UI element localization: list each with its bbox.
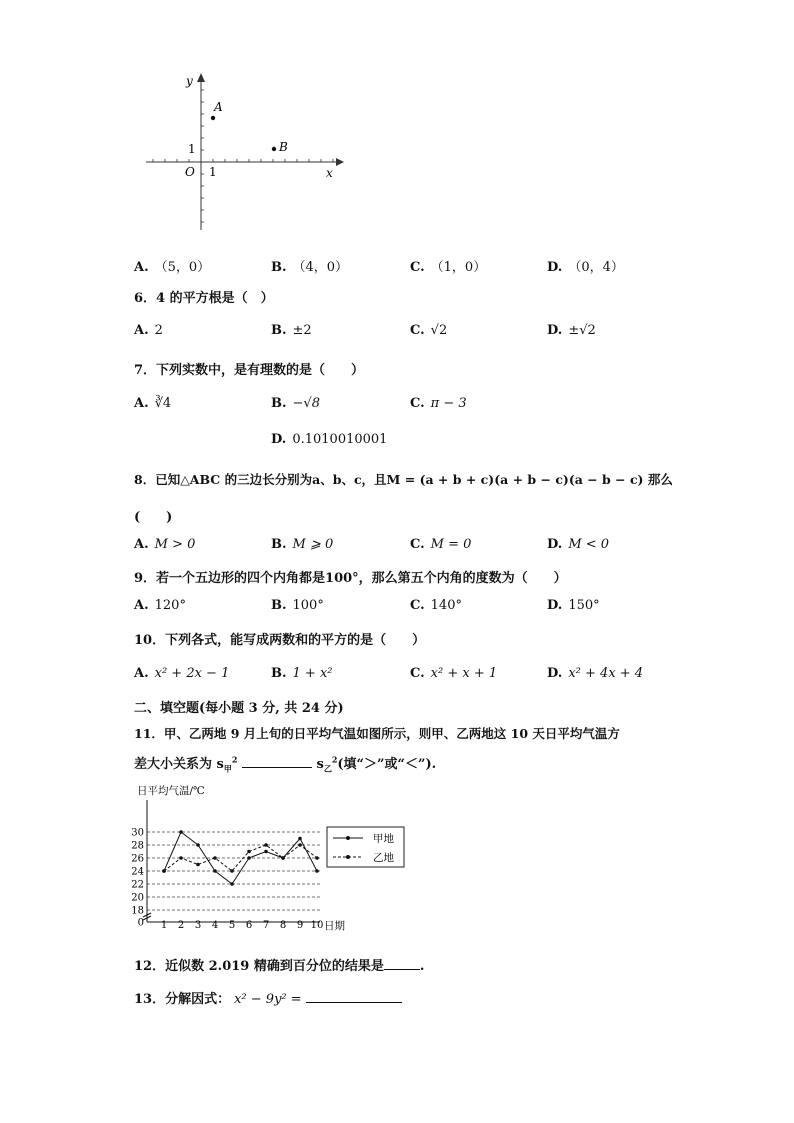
- option-label: B.: [271, 537, 287, 552]
- q12-text: 12．近似数 2.019 精确到百分位的结果是: [134, 959, 384, 974]
- coordinate-figure: [140, 70, 350, 235]
- q12-answer-blank[interactable]: [384, 957, 420, 970]
- chart-ylabel: 日平均气温/℃: [137, 785, 205, 797]
- x-tick-label: 8: [279, 920, 287, 931]
- q11-sup-2: 2: [331, 754, 338, 765]
- option-text: 150°: [568, 598, 600, 613]
- q8-option-a: [134, 537, 195, 552]
- q8-stem: 8．已知△ABC 的三边长分别为a、b、c，且M = (a + b + c)(a + b − c)(a − b − c) 那么: [134, 472, 673, 487]
- x-tick-label: 5: [228, 920, 236, 931]
- origin-label: O: [185, 165, 195, 179]
- x-tick-label: 9: [296, 920, 304, 931]
- q6-option-d: [547, 323, 596, 338]
- data-point-jia: [179, 830, 183, 834]
- option-text: √2: [430, 323, 448, 338]
- x-axis-arrow: [336, 158, 344, 166]
- q13-answer-blank[interactable]: [306, 990, 402, 1003]
- q6-stem: 6．4 的平方根是（ ）: [134, 291, 274, 306]
- data-point-yi: [298, 843, 302, 847]
- option-label: A.: [134, 666, 149, 681]
- legend-marker-yi: [346, 855, 350, 859]
- point-b-label: B: [279, 140, 288, 154]
- chart-y-tick-labels: [131, 828, 144, 929]
- option-label: D.: [271, 432, 287, 447]
- option-label: D.: [547, 537, 563, 552]
- q11-line1: 11．甲、乙两地 9 月上旬的日平均气温如图所示，则甲、乙两地这 10 天日平均气温方: [134, 726, 620, 741]
- data-point-yi: [179, 856, 183, 860]
- option-label: D.: [547, 323, 563, 338]
- option-text: （1，0）: [430, 260, 487, 275]
- option-text: 100°: [292, 598, 324, 613]
- q9-option-b: [271, 598, 324, 613]
- q9-option-c: [410, 598, 462, 613]
- option-text: ±2: [292, 323, 312, 338]
- q6-option-a: [134, 323, 163, 338]
- q11-sub-jia: 甲: [223, 763, 232, 774]
- q11-text-pre: 差大小关系为 s: [134, 757, 224, 772]
- data-point-yi: [162, 869, 166, 873]
- legend-marker-jia: [346, 836, 350, 840]
- option-text: 2: [154, 323, 163, 338]
- x-tick-label: 2: [177, 920, 185, 931]
- q6-option-b: [271, 323, 312, 338]
- option-text: x² + 2x − 1: [154, 666, 230, 681]
- option-label: B.: [271, 260, 287, 275]
- option-label: B.: [271, 323, 287, 338]
- q13-line: [134, 988, 402, 1007]
- q13-text: 13．分解因式：: [134, 992, 231, 1007]
- option-label: A.: [134, 537, 149, 552]
- chart-xlabel: 日期: [324, 920, 345, 932]
- data-point-jia: [196, 843, 200, 847]
- option-text: 140°: [430, 598, 462, 613]
- q5-option-b: [271, 256, 348, 275]
- q11-text-post: (填“＞”或“＜”).: [337, 757, 437, 772]
- y-axis-label: y: [186, 74, 193, 88]
- option-text: （4，0）: [292, 260, 349, 275]
- q5-option-c: [410, 256, 486, 275]
- chart-legend: [327, 827, 404, 867]
- q11-text-mid: s: [316, 757, 324, 772]
- legend-label-yi: 乙地: [373, 852, 394, 864]
- y-tick-label: 26: [131, 853, 144, 865]
- option-text: 120°: [154, 598, 186, 613]
- data-point-jia: [264, 850, 268, 854]
- option-text: π − 3: [430, 396, 467, 411]
- option-label: D.: [547, 598, 563, 613]
- option-label: C.: [410, 666, 425, 681]
- axis-ticks: [153, 90, 333, 222]
- q7-option-b: [271, 396, 320, 411]
- option-label: C.: [410, 260, 425, 275]
- option-label: C.: [410, 537, 425, 552]
- q7-option-c: [410, 396, 467, 411]
- y-tick-label: 28: [131, 840, 144, 852]
- q12-tail: .: [419, 959, 425, 974]
- option-label: D.: [547, 666, 563, 681]
- option-label: C.: [410, 598, 425, 613]
- option-label: A.: [134, 396, 149, 411]
- y-tick-label: 30: [131, 827, 144, 839]
- point-a-label: A: [214, 100, 223, 114]
- data-point-yi: [264, 843, 268, 847]
- q9-stem: 9．若一个五边形的四个内角都是100°，那么第五个内角的度数为（ ）: [134, 571, 567, 586]
- q8-paren: ( ): [134, 510, 173, 525]
- x-axis-label: x: [326, 166, 333, 180]
- option-text: M < 0: [568, 537, 610, 552]
- q7-stem: 7．下列实数中，是有理数的是（ ）: [134, 363, 365, 378]
- option-text: M > 0: [154, 537, 196, 552]
- q11-answer-blank[interactable]: [242, 755, 312, 768]
- q10-option-a: [134, 666, 229, 681]
- q10-option-c: [410, 666, 497, 681]
- data-point-yi: [196, 863, 200, 867]
- data-point-yi: [230, 869, 234, 873]
- data-point-yi: [315, 856, 319, 860]
- option-label: A.: [134, 323, 149, 338]
- option-text: ∛4: [154, 396, 172, 411]
- y-tick-label: 24: [131, 866, 144, 878]
- point-b: [272, 147, 276, 151]
- q8-option-c: [410, 537, 471, 552]
- option-text: M = 0: [430, 537, 472, 552]
- y-tick-label: 18: [131, 905, 144, 917]
- data-point-jia: [247, 856, 251, 860]
- x-tick-label: 10: [310, 920, 324, 931]
- section-heading: 二、填空题(每小题 3 分, 共 24 分): [134, 701, 344, 716]
- option-text: ±√2: [568, 323, 596, 338]
- chart-axes: [143, 800, 320, 922]
- x-tick-label: 6: [245, 920, 253, 931]
- q7-option-d: [271, 432, 387, 447]
- option-text: （5，0）: [154, 260, 211, 275]
- data-point-yi: [281, 856, 285, 860]
- q10-option-d: [547, 666, 643, 681]
- x-tick-label: 1: [209, 165, 217, 179]
- q7-option-a: [134, 396, 171, 411]
- y-tick-label: 22: [131, 879, 144, 891]
- q9-option-a: [134, 598, 186, 613]
- y-tick-label: 0: [137, 917, 144, 929]
- x-tick-label: 1: [160, 920, 168, 931]
- q13-expr: x² − 9y² =: [234, 992, 302, 1007]
- q6-option-c: [410, 323, 447, 338]
- option-label: C.: [410, 396, 425, 411]
- q10-stem: 10．下列各式，能写成两数和的平方的是（ ）: [134, 633, 426, 648]
- option-text: M ⩾ 0: [292, 537, 334, 552]
- q10-option-b: [271, 666, 333, 681]
- option-label: A.: [134, 260, 149, 275]
- option-label: B.: [271, 598, 287, 613]
- y-tick-label: 1: [188, 142, 196, 156]
- option-text: （0，4）: [568, 260, 624, 275]
- data-point-jia: [230, 882, 234, 886]
- option-text: x² + x + 1: [430, 666, 498, 681]
- option-label: D.: [547, 260, 563, 275]
- q11-sub-yi: 乙: [323, 763, 332, 774]
- q8-option-b: [271, 537, 333, 552]
- data-point-yi: [247, 850, 251, 854]
- x-tick-label: 7: [262, 920, 270, 931]
- legend-label-jia: 甲地: [373, 833, 394, 845]
- data-point-jia: [213, 869, 217, 873]
- data-point-yi: [213, 856, 217, 860]
- data-point-jia: [315, 869, 319, 873]
- option-text: −√8: [292, 396, 320, 411]
- q12-line: [134, 955, 424, 974]
- option-text: 0.1010010001: [292, 432, 388, 447]
- y-axis-arrow: [197, 73, 205, 82]
- q5-option-a: [134, 256, 210, 275]
- chart-series: [162, 830, 319, 886]
- q8-option-d: [547, 537, 609, 552]
- option-text: x² + 4x + 4: [568, 666, 644, 681]
- q11-sup-1: 2: [231, 754, 238, 765]
- option-label: A.: [134, 598, 149, 613]
- y-tick-label: 20: [131, 892, 144, 904]
- q5-option-d: [547, 256, 624, 275]
- data-point-jia: [298, 837, 302, 841]
- option-label: B.: [271, 666, 287, 681]
- q9-option-d: [547, 598, 600, 613]
- option-label: B.: [271, 396, 287, 411]
- q11-line2: [134, 753, 436, 775]
- temperature-chart: [128, 782, 410, 932]
- option-text: 1 + x²: [292, 666, 333, 681]
- x-tick-label: 4: [211, 920, 219, 931]
- option-label: C.: [410, 323, 425, 338]
- point-a: [211, 116, 215, 120]
- x-tick-label: 3: [194, 920, 202, 931]
